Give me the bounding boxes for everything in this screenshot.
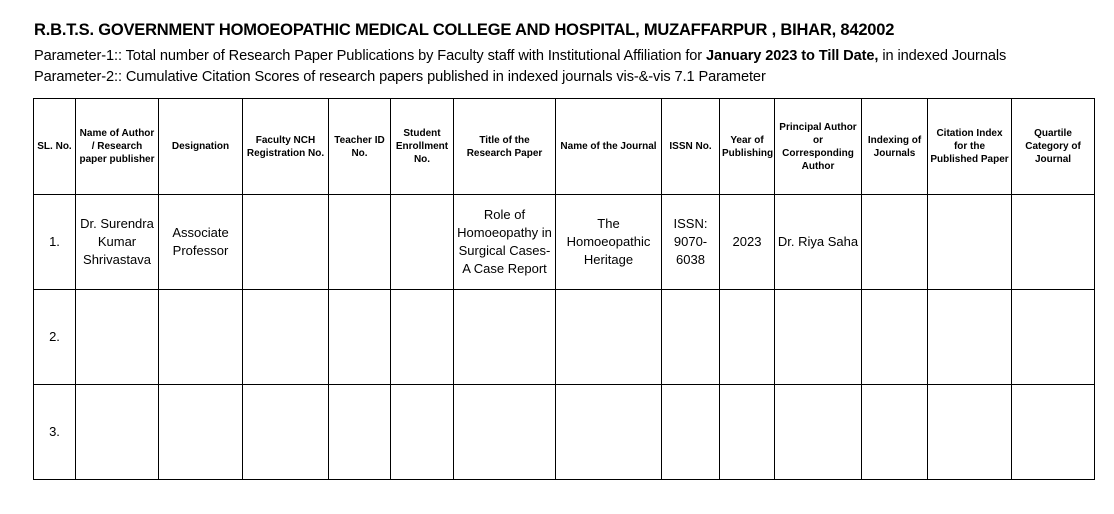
cell-year bbox=[720, 290, 775, 385]
cell-nch-registration bbox=[243, 385, 329, 480]
cell-designation: Associate Professor bbox=[159, 195, 243, 290]
cell-nch-registration bbox=[243, 290, 329, 385]
col-designation: Designation bbox=[159, 99, 243, 195]
cell-designation bbox=[159, 290, 243, 385]
col-student-enrollment: Student Enrollment No. bbox=[391, 99, 454, 195]
cell-student-enrollment bbox=[391, 195, 454, 290]
cell-citation-index bbox=[928, 195, 1012, 290]
cell-author-name bbox=[76, 290, 159, 385]
cell-student-enrollment bbox=[391, 385, 454, 480]
col-principal-author: Principal Author or Corresponding Author bbox=[775, 99, 862, 195]
cell-journal-name: The Homoeopathic Heritage bbox=[556, 195, 662, 290]
parameter-2-line: Parameter-2:: Cumulative Citation Scores of research papers published in indexed journals vis-&-vis 7.1 Parameter bbox=[34, 69, 766, 85]
table-row bbox=[34, 195, 1095, 290]
table-row bbox=[34, 290, 1095, 385]
cell-sl-no: 3. bbox=[34, 385, 76, 480]
cell-citation-index bbox=[928, 385, 1012, 480]
cell-principal-author bbox=[775, 290, 862, 385]
cell-indexing bbox=[862, 385, 928, 480]
cell-indexing bbox=[862, 195, 928, 290]
cell-teacher-id bbox=[329, 385, 391, 480]
cell-issn bbox=[662, 385, 720, 480]
col-citation-index: Citation Index for the Published Paper bbox=[928, 99, 1012, 195]
cell-citation-index bbox=[928, 290, 1012, 385]
cell-author-name bbox=[76, 385, 159, 480]
table-header-row bbox=[34, 99, 1095, 195]
col-paper-title: Title of the Research Paper bbox=[454, 99, 556, 195]
table-row bbox=[34, 385, 1095, 480]
cell-student-enrollment bbox=[391, 290, 454, 385]
col-journal-name: Name of the Journal bbox=[556, 99, 662, 195]
col-teacher-id: Teacher ID No. bbox=[329, 99, 391, 195]
cell-principal-author bbox=[775, 385, 862, 480]
cell-indexing bbox=[862, 290, 928, 385]
document-title: R.B.T.S. GOVERNMENT HOMOEOPATHIC MEDICAL COLLEGE AND HOSPITAL, MUZAFFARPUR , BIHAR, 842002 bbox=[34, 21, 895, 39]
col-author-name: Name of Author / Research paper publisher bbox=[76, 99, 159, 195]
parameter-1-line bbox=[34, 48, 1006, 64]
cell-issn: ISSN: 9070-6038 bbox=[662, 195, 720, 290]
cell-year: 2023 bbox=[720, 195, 775, 290]
cell-nch-registration bbox=[243, 195, 329, 290]
cell-principal-author: Dr. Riya Saha bbox=[775, 195, 862, 290]
cell-year bbox=[720, 385, 775, 480]
col-year: Year of Publishing bbox=[720, 99, 775, 195]
cell-quartile bbox=[1012, 385, 1095, 480]
cell-sl-no: 2. bbox=[34, 290, 76, 385]
col-indexing: Indexing of Journals bbox=[862, 99, 928, 195]
cell-teacher-id bbox=[329, 290, 391, 385]
cell-paper-title bbox=[454, 385, 556, 480]
cell-sl-no: 1. bbox=[34, 195, 76, 290]
parameter-1-prefix: Parameter-1:: Total number of Research Paper Publications by Faculty staff with Institutional Affiliation for bbox=[34, 48, 703, 64]
cell-paper-title bbox=[454, 290, 556, 385]
col-sl-no: SL. No. bbox=[34, 99, 76, 195]
cell-author-name: Dr. Surendra Kumar Shrivastava bbox=[76, 195, 159, 290]
col-nch-registration: Faculty NCH Registration No. bbox=[243, 99, 329, 195]
parameter-1-period: January 2023 to Till Date, bbox=[706, 48, 879, 64]
cell-quartile bbox=[1012, 290, 1095, 385]
cell-paper-title: Role of Homoeopathy in Surgical Cases- A Case Report bbox=[454, 195, 556, 290]
cell-quartile bbox=[1012, 195, 1095, 290]
col-issn: ISSN No. bbox=[662, 99, 720, 195]
cell-teacher-id bbox=[329, 195, 391, 290]
col-quartile: Quartile Category of Journal bbox=[1012, 99, 1095, 195]
publications-table bbox=[33, 98, 1095, 480]
cell-issn bbox=[662, 290, 720, 385]
cell-journal-name bbox=[556, 385, 662, 480]
parameter-1-suffix: in indexed Journals bbox=[882, 48, 1007, 64]
cell-journal-name bbox=[556, 290, 662, 385]
cell-designation bbox=[159, 385, 243, 480]
